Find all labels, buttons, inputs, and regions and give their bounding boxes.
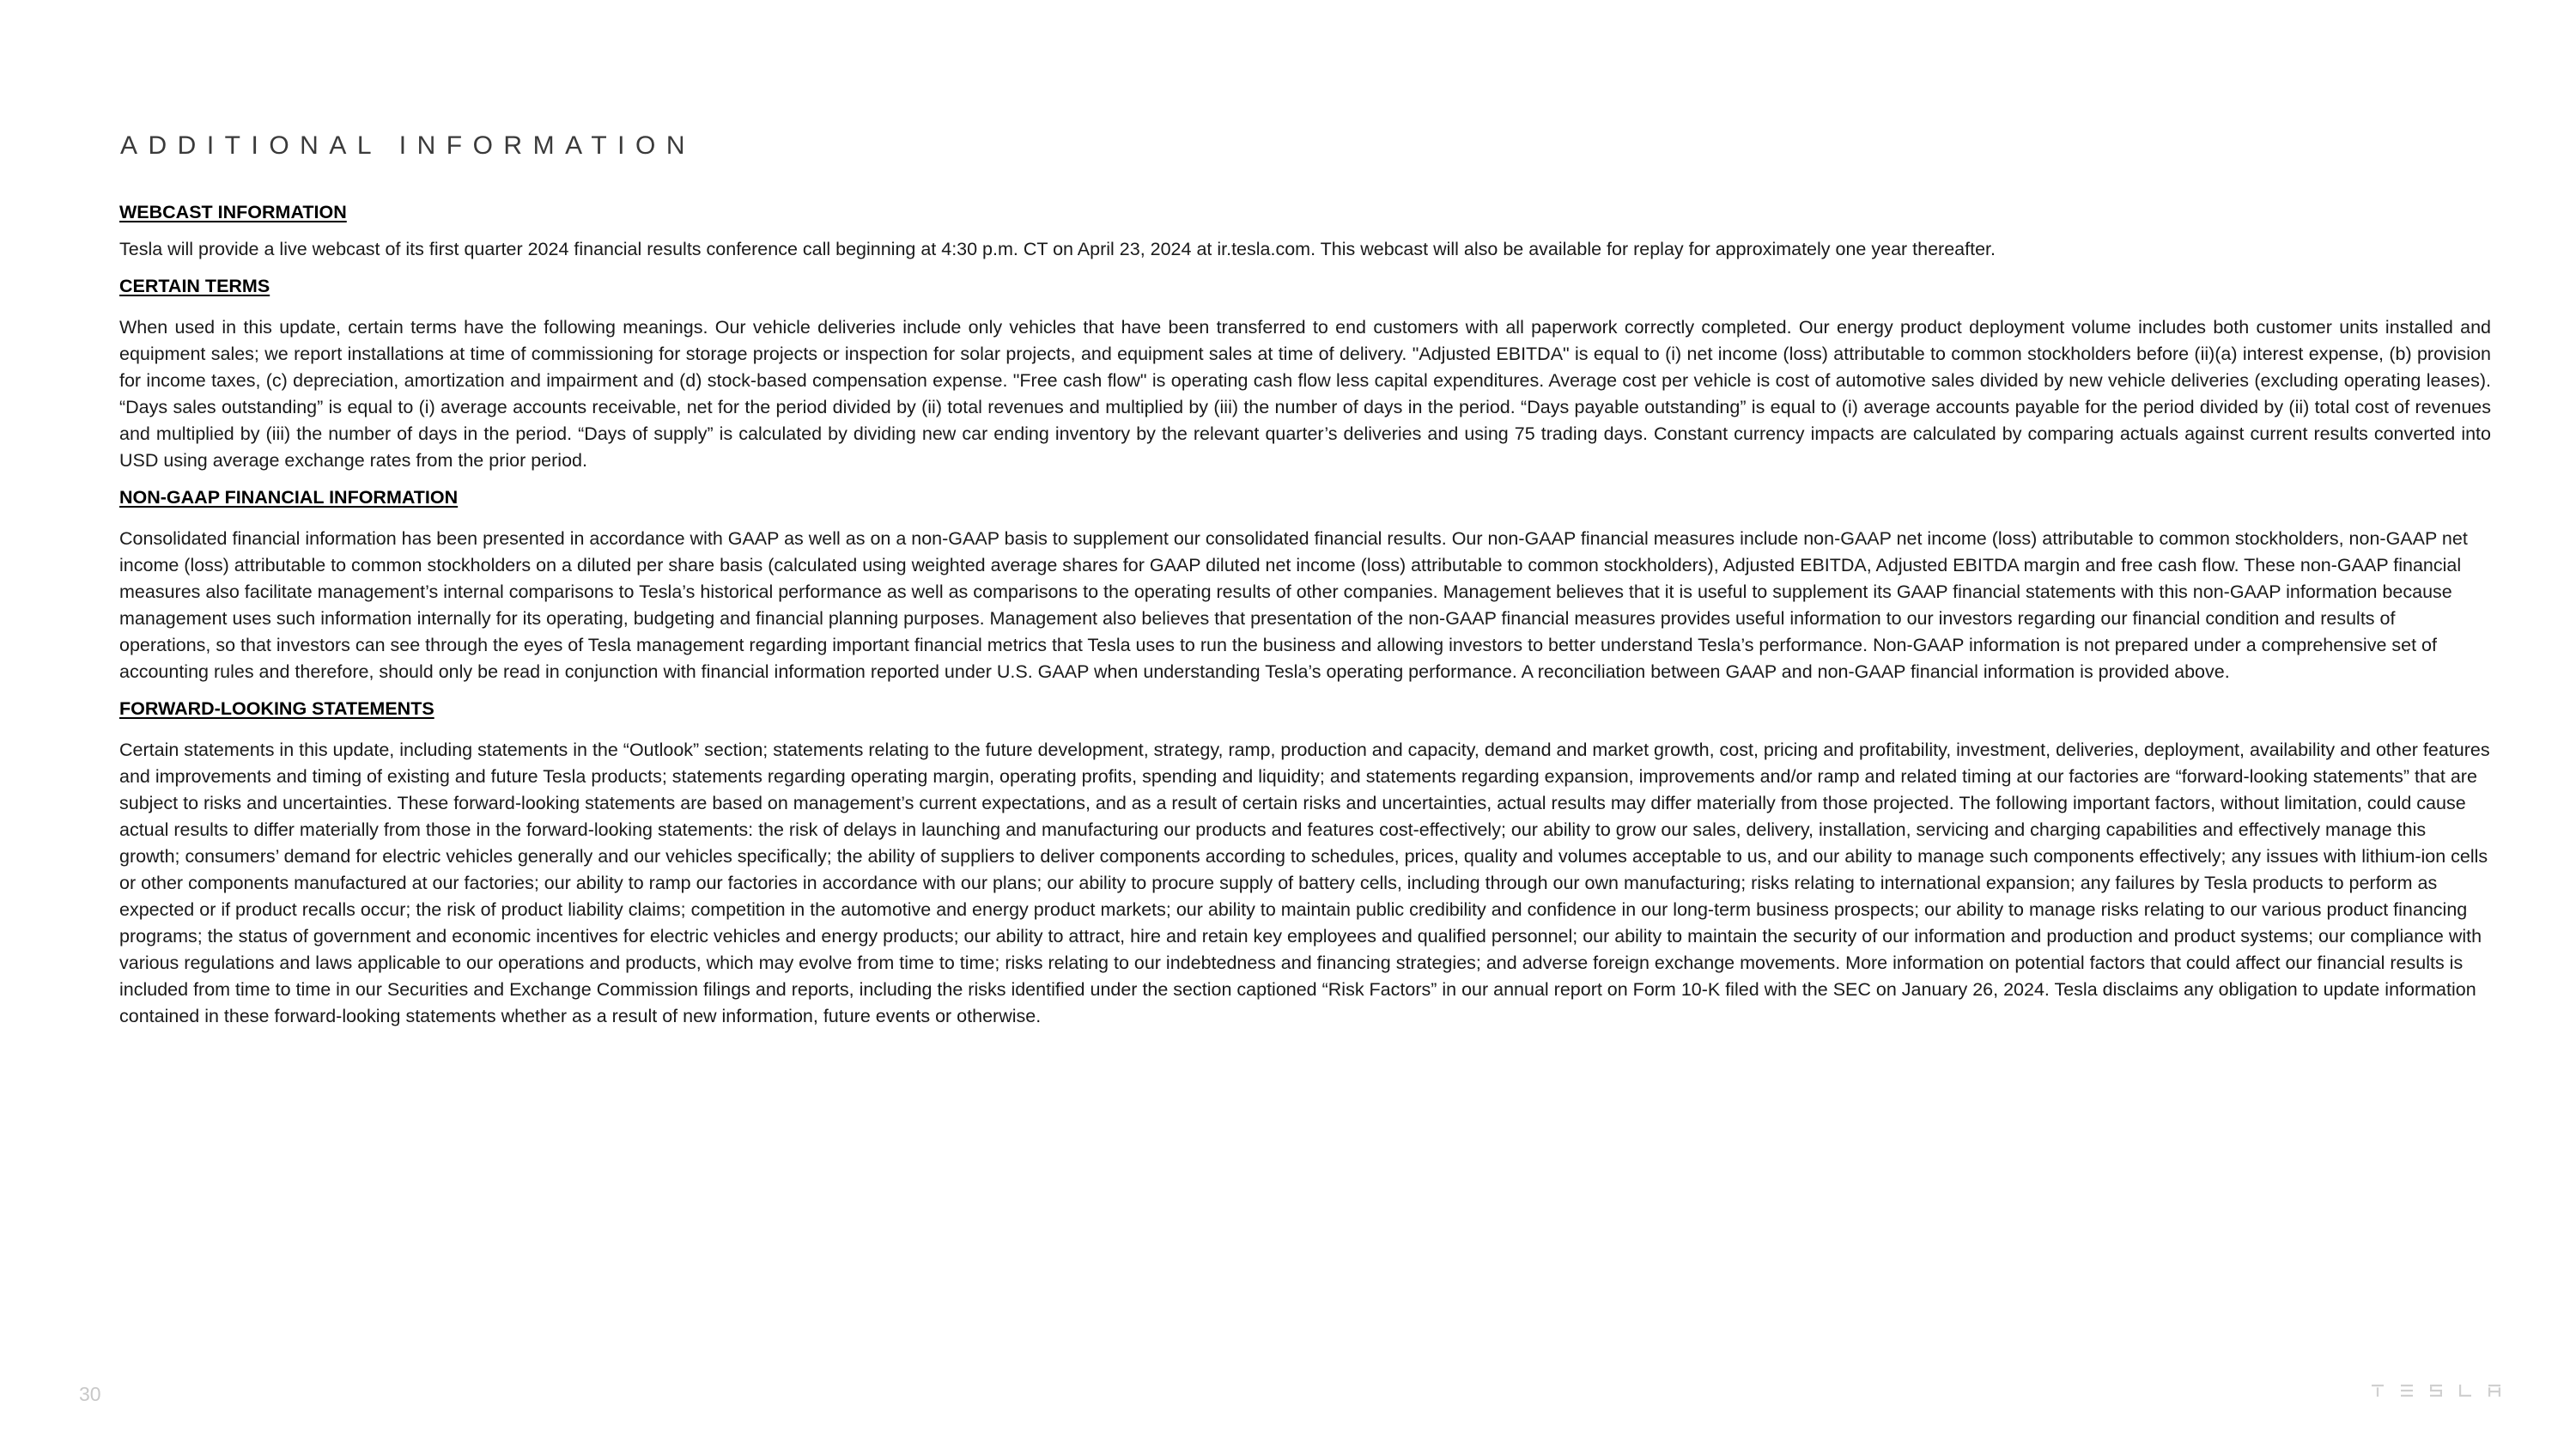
section-heading-webcast: WEBCAST INFORMATION	[119, 202, 347, 222]
section-body-forward-looking: Certain statements in this update, including statements in the “Outlook” section; statements relating to the future development, strategy, ramp, production and capacity, demand and market growth, cost, pricing and profitability, investment, deliveries, deployment, availability and other features and improvements and timing of existing and future Tesla products; statements regarding operating margin, operating profits, spending and liquidity; and statements regarding expansion, improvements and/or ramp and related timing at our factories are “forward-looking statements” that are subject to risks and uncertainties. These forward-looking statements are based on management’s current expectations, and as a result of certain risks and uncertainties, actual results may differ materially from those projected. The following important factors, without limitation, could cause actual results to differ materially from those in the forward-looking statements: the risk of delays in launching and manufacturing our products and features cost-effectively; our ability to grow our sales, delivery, installation, servicing and charging capabilities and effectively manage this growth; consumers’ demand for electric vehicles generally and our vehicles specifically; the ability of suppliers to deliver components according to schedules, prices, quality and volumes acceptable to us, and our ability to manage such components effectively; any issues with lithium-ion cells or other components manufactured at our factories; our ability to ramp our factories in accordance with our plans; our ability to procure supply of battery cells, including through our own manufacturing; risks relating to international expansion; any failures by Tesla products to perform as expected or if product recalls occur; the risk of product liability claims; competition in the automotive and energy product markets; our ability to maintain public credibility and confidence in our long-term business prospects; our ability to manage risks relating to our various product financing programs; the status of government and economic incentives for electric vehicles and energy products; our ability to attract, hire and retain key employees and qualified personnel; our ability to maintain the security of our information and production and product systems; our compliance with various regulations and laws applicable to our operations and products, which may evolve from time to time; risks relating to our indebtedness and financing strategies; and adverse foreign exchange movements. More information on potential factors that could affect our financial results is included from time to time in our Securities and Exchange Commission filings and reports, including the risks identified under the section captioned “Risk Factors” in our annual report on Form 10-K filed with the SEC on January 26, 2024. Tesla disclaims any obligation to update information contained in these forward-looking statements whether as a result of new information, future events or otherwise.	[119, 740, 2490, 1026]
logo-letter-a-icon	[2488, 1385, 2500, 1397]
section-body-certain-terms: When used in this update, certain terms have the following meanings. Our vehicle deliveries include only vehicles that have been transferred to end customers with all paperwork correctly completed. Our energy product deployment volume includes both customer units installed and equipment sales; we report installations at time of commissioning for storage projects or inspection for solar projects, and equipment sales at time of delivery. "Adjusted EBITDA" is equal to (i) net income (loss) attributable to common stockholders before (ii)(a) interest expense, (b) provision for income taxes, (c) depreciation, amortization and impairment and (d) stock-based compensation expense. "Free cash flow" is operating cash flow less capital expenditures. Average cost per vehicle is cost of automotive sales divided by new vehicle deliveries (excluding operating leases). “Days sales outstanding” is equal to (i) average accounts receivable, net for the period divided by (ii) total revenues and multiplied by (iii) the number of days in the period. “Days payable outstanding” is equal to (i) average accounts payable for the period divided by (ii) total cost of revenues and multiplied by (iii) the number of days in the period. “Days of supply” is calculated by dividing new car ending inventory by the relevant quarter’s deliveries and using 75 trading days. Constant currency impacts are calculated by comparing actuals against current results converted into USD using average exchange rates from the prior period.	[119, 317, 2491, 471]
logo-letter-e-icon	[2401, 1385, 2413, 1397]
content-area	[119, 199, 2491, 1030]
logo-letter-s-icon	[2430, 1385, 2442, 1397]
section-heading-certain-terms: CERTAIN TERMS	[119, 276, 270, 296]
logo-letter-l-icon	[2459, 1385, 2471, 1397]
logo-letter-t-icon	[2372, 1385, 2384, 1397]
section-heading-non-gaap: NON-GAAP FINANCIAL INFORMATION	[119, 487, 459, 508]
page-title: ADDITIONAL INFORMATION	[120, 131, 696, 160]
tesla-logo	[2372, 1385, 2500, 1397]
section-heading-forward-looking: FORWARD-LOOKING STATEMENTS	[119, 698, 434, 719]
section-body-non-gaap: Consolidated financial information has been presented in accordance with GAAP as well as on a non-GAAP basis to supplement our consolidated financial results. Our non-GAAP financial measures include non-GAAP net income (loss) attributable to common stockholders, non-GAAP net income (loss) attributable to common stockholders on a diluted per share basis (calculated using weighted average shares for GAAP diluted net income (loss) attributable to common stockholders), Adjusted EBITDA, Adjusted EBITDA margin and free cash flow. These non-GAAP financial measures also facilitate management’s internal comparisons to Tesla’s historical performance as well as comparisons to the operating results of other companies. Management believes that it is useful to supplement its GAAP financial statements with this non-GAAP information because management uses such information internally for its operating, budgeting and financial planning purposes. Management also believes that presentation of the non-GAAP financial measures provides useful information to our investors regarding our financial condition and results of operations, so that investors can see through the eyes of Tesla management regarding important financial metrics that Tesla uses to run the business and allowing investors to better understand Tesla’s performance. Non-GAAP information is not prepared under a comprehensive set of accounting rules and therefore, should only be read in conjunction with financial information reported under U.S. GAAP when understanding Tesla’s operating performance. A reconciliation between GAAP and non-GAAP financial information is provided above.	[119, 528, 2468, 682]
page-number: 30	[79, 1383, 101, 1405]
section-body-webcast: Tesla will provide a live webcast of its first quarter 2024 financial results conference call beginning at 4:30 p.m. CT on April 23, 2024 at ir.tesla.com. This webcast will also be available for replay for approximately one year thereafter.	[119, 239, 1996, 259]
